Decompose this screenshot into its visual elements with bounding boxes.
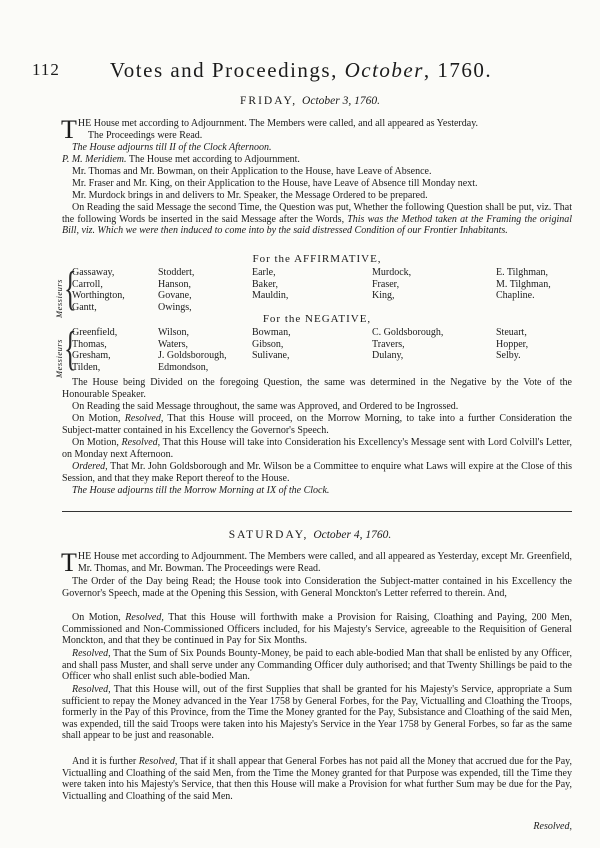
affirmative-list [72,267,572,313]
saturday-day: SATURDAY, [228,529,309,541]
friday-p1: THE House met according to Adjournment. The Members were called, and all appeared as Yesterday. The Proceedings were Read. [61,115,479,144]
member-name: Murdock, [372,267,412,278]
negative-side-label: Messieurs [54,339,64,378]
affirmative-heading: For the AFFIRMATIVE, [252,253,382,265]
negative-list [72,327,572,373]
member-name [372,302,496,314]
title-month: October [344,58,424,82]
title-year: , 1760. [423,58,493,82]
saturday-p2: The Order of the Day being Read; the House took into Consideration the Subject-matter contained in his Excellency the Governor's Speech, made at the Opening this Session, with General Monckton's Letter referred to therein. And, [62,576,572,599]
saturday-p5: Resolved, That this House will, out of the first Supplies that shall be granted for his Majesty's Service, appropriate a Sum sufficient to repay the Money advanced in the Year 1758 by General Forbes, for the Pay, Victualling and Cloathing the Troops, formerly in the Pay of this Province, from the Time the Money granted for the Pay, Subsistance and Cloathing of the said Men, was expended, till the said Troops were taken into his Majesty's Service in the Year 1758 by General Forbes, so far as the same shall appear to be just and reasonable. [62,684,572,742]
friday-p10: On Reading the said Message throughout, the same was Approved, and Ordered to be Ingrossed. [72,401,459,412]
page-number: 112 [32,60,60,79]
member-row [72,267,572,279]
running-title [22,58,580,83]
member-row [72,339,572,351]
catchword: Resolved, [533,821,572,832]
friday-p9: The House being Divided on the foregoing Question, the same was determined in the Negative by the Vote of the Honourable Speaker. [62,377,572,400]
member-name: King, [372,290,395,301]
member-name: Waters, [158,338,189,350]
saturday-p6: And it is further Resolved, That if it shall appear that General Forbes has not paid all the Money that accrued due for the Pay, Victualling and Cloathing of the said Men, from the Time the Money granted for that Purpose was expended, till the Time they were taken into his Majesty's Service, that then this House will make a Provision for what further Sum may be due for the Pay, Victualling and Cloathing of the said Men. [62,756,573,802]
member-name: Earle, [252,267,276,278]
member-name: Hopper, [496,338,529,350]
member-row [72,362,572,374]
member-name [496,302,572,314]
member-name [252,362,372,374]
member-name: Edmondson, [158,361,209,373]
member-name: Thomas, [72,338,107,350]
member-name: Hanson, [158,278,192,290]
affirmative-brace: { [64,262,77,315]
member-name: Chapline. [496,290,535,301]
member-name [496,362,572,374]
member-name [252,302,372,314]
member-name: Gibson, [252,338,284,350]
member-name [372,362,496,374]
member-row [72,350,572,362]
member-name: Owings, [158,301,192,313]
member-name: Govane, [158,290,192,301]
member-name: Carroll, [72,278,103,290]
member-name: Wilson, [158,327,189,338]
member-row [72,279,572,291]
member-name: Tilden, [72,361,101,373]
negative-heading: For the NEGATIVE, [262,313,372,325]
saturday-date: October 4, 1760. [313,529,392,541]
friday-p11: On Motion, Resolved, That this House will proceed, on the Morrow Morning, to take into a further Consideration the Subject-matter contained in his Excellency the Governor's Speech. [62,413,572,436]
saturday-p3: On Motion, Resolved, That this House will forthwith make a Provision for Raising, Cloathing and Paying, 200 Men, Commissioned and Non-Commissioned Officers included, for his Majesty's Service, agreeable to the Requisition of General Monckton, and that they be continued in Pay for Six Months. [62,612,572,647]
friday-p3: The House adjourns till II of the Clock Afternoon. [72,142,272,153]
member-name: Gassaway, [72,267,115,278]
member-name: Gresham, [72,350,111,361]
member-name: C. Goldsborough, [372,327,444,338]
friday-day: FRIDAY, [240,95,298,107]
page-header [22,58,580,88]
member-name: Mauldin, [252,290,289,301]
negative-brace: { [64,322,77,375]
friday-p7: Mr. Murdock brings in and delivers to Mr. Speaker, the Message Ordered to be prepared. [72,190,428,201]
member-name: Gantt, [72,301,97,313]
friday-p14: The House adjourns till the Morrow Morning at IX of the Clock. [72,485,330,496]
section-divider [62,511,572,512]
friday-p13: Ordered, That Mr. John Goldsborough and Mr. Wilson be a Committee to enquire what Laws will expire at the Close of this Session, and that they make Report thereof to the House. [62,461,573,484]
friday-p6: Mr. Fraser and Mr. King, on their Application to the House, have Leave of Absence till Monday next. [72,178,478,189]
member-name: Greenfield, [72,327,118,338]
member-row [72,327,572,339]
member-name: Travers, [372,338,405,350]
saturday-p4: Resolved, That the Sum of Six Pounds Bounty-Money, be paid to each able-bodied Man that shall be enlisted by any Officer, and shall pass Muster, and shall serve under any Commanding Officer duly authorised; and that Twenty Shillings be paid to the Officer who shall enlist such able-bodied Man. [62,648,572,683]
friday-heading [60,95,560,107]
member-name: Sulivane, [252,350,290,361]
friday-p12: On Motion, Resolved, That this House will take into Consideration his Excellency's Message sent with Lord Colvill's Letter, on Monday next Afternoon. [62,437,572,460]
friday-p8: On Reading the said Message the second Time, the Question was put, Whether the following Question shall be put, viz. That the following Words be inserted in the said Message after the Words, This was the Method taken at the Framing the original Bill, viz. Which we were then induced to come into by the said distressed Condition of our Frontier Inhabitants. [62,202,573,237]
member-name: Fraser, [372,278,400,290]
title-main: Votes and Proceedings, [109,58,338,82]
member-row [72,302,572,314]
member-name: M. Tilghman, [496,278,551,290]
dropcap: T [61,548,77,577]
member-name: Bowman, [252,327,291,338]
friday-date: October 3, 1760. [302,95,380,107]
member-name: Selby. [496,350,521,361]
member-name: Dulany, [372,350,404,361]
affirmative-side-label: Messieurs [54,279,64,318]
friday-p4: P. M. Meridiem. The House met according to Adjournment. [62,154,300,165]
member-name: J. Goldsborough, [158,350,227,361]
saturday-p1: THE House met according to Adjournment. The Members were called, and all appeared as Yesterday, except Mr. Greenfield, Mr. Thomas, and Mr. Bowman. The Proceedings were Read. [61,548,572,577]
dropcap: T [61,115,77,144]
saturday-heading [60,529,560,541]
member-name: Stoddert, [158,267,195,278]
member-name: Steuart, [496,327,527,338]
member-name: Worthington, [72,290,125,301]
member-name: E. Tilghman, [496,267,548,278]
member-row [72,290,572,302]
friday-p5: Mr. Thomas and Mr. Bowman, on their Application to the House, have Leave of Absence. [72,166,432,177]
member-name: Baker, [252,278,278,290]
